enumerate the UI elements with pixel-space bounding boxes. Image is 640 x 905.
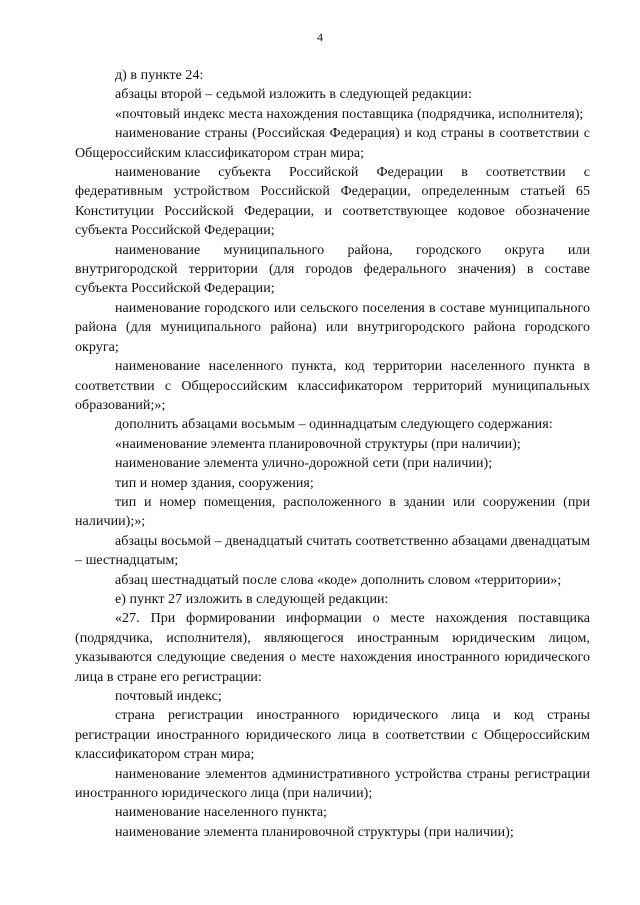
- paragraph-admin-units: наименование элементов административного устройства страны регистрации иностранного юридического лица (при наличии);: [75, 766, 590, 802]
- paragraph-sixteenth: абзац шестнадцатый после слова «коде» дополнить словом «территории»;: [115, 572, 562, 588]
- paragraph-amend-intro: абзацы второй – седьмой изложить в следующей редакции:: [115, 87, 472, 103]
- paragraph-building: тип и номер здания, сооружения;: [115, 475, 314, 491]
- paragraph-locality: наименование населенного пункта, код территории населенного пункта в соответствии с Общероссийским классификатором территорий муниципальных образований;»;: [75, 359, 590, 413]
- paragraph-registration-country: страна регистрации иностранного юридического лица и код страны регистрации иностранного юридического лица в соответствии с Общероссийским классификатором стран мира;: [75, 708, 590, 763]
- paragraph-item-d: д) в пункте 24:: [115, 68, 204, 83]
- paragraph-foreign-planning: наименование элемента планировочной структуры (при наличии);: [115, 824, 514, 840]
- paragraph-street-network: наименование элемента улично-дорожной сети (при наличии);: [115, 456, 493, 472]
- paragraph-foreign-postal-index: почтовый индекс;: [115, 689, 222, 704]
- paragraph-clause-27: «27. При формировании информации о месте нахождения поставщика (подрядчика, исполнителя), являющегося иностранным юридическим лицом, указываются следующие сведения о месте нахождения иностранного юридического лица в стране его регистрации:: [75, 611, 590, 685]
- paragraph-country-name: наименование страны (Российская Федерация) и код страны в соответствии с Общероссийским классификатором стран мира;: [75, 126, 590, 161]
- paragraph-settlement: наименование городского или сельского поселения в составе муниципального района (для муниципального района) или внутригородского района городского округа;: [75, 300, 590, 355]
- paragraph-renumber: абзацы восьмой – двенадцатый считать соответственно абзацами двенадцатым – шестнадцатым;: [75, 533, 590, 569]
- paragraph-postal-index: «почтовый индекс места нахождения поставщика (подрядчика, исполнителя);: [115, 106, 584, 122]
- paragraph-foreign-locality: наименование населенного пункта;: [115, 805, 328, 821]
- paragraph-supplement-intro: дополнить абзацами восьмым – одиннадцатым следующего содержания:: [115, 417, 553, 433]
- paragraph-premises: тип и номер помещения, расположенного в здании или сооружении (при наличии);»;: [75, 494, 590, 530]
- paragraph-subject-name: наименование субъекта Российской Федерации в соответствии с федеративным устройством Российской Федерации, определенным статьей 65 Конституции Российской Федерации, и соответствующее кодовое обозначение субъекта Российской Федерации;: [75, 165, 590, 239]
- paragraph-item-e: е) пункт 27 изложить в следующей редакции:: [115, 591, 389, 607]
- paragraph-planning-structure: «наименование элемента планировочной структуры (при наличии);: [115, 436, 521, 452]
- page-number: 4: [317, 30, 323, 44]
- document-body: [75, 66, 590, 842]
- paragraph-municipal-district: наименование муниципального района, городского округа или внутригородской территории (для городов федерального значения) в составе субъекта Российской Федерации;: [75, 242, 590, 297]
